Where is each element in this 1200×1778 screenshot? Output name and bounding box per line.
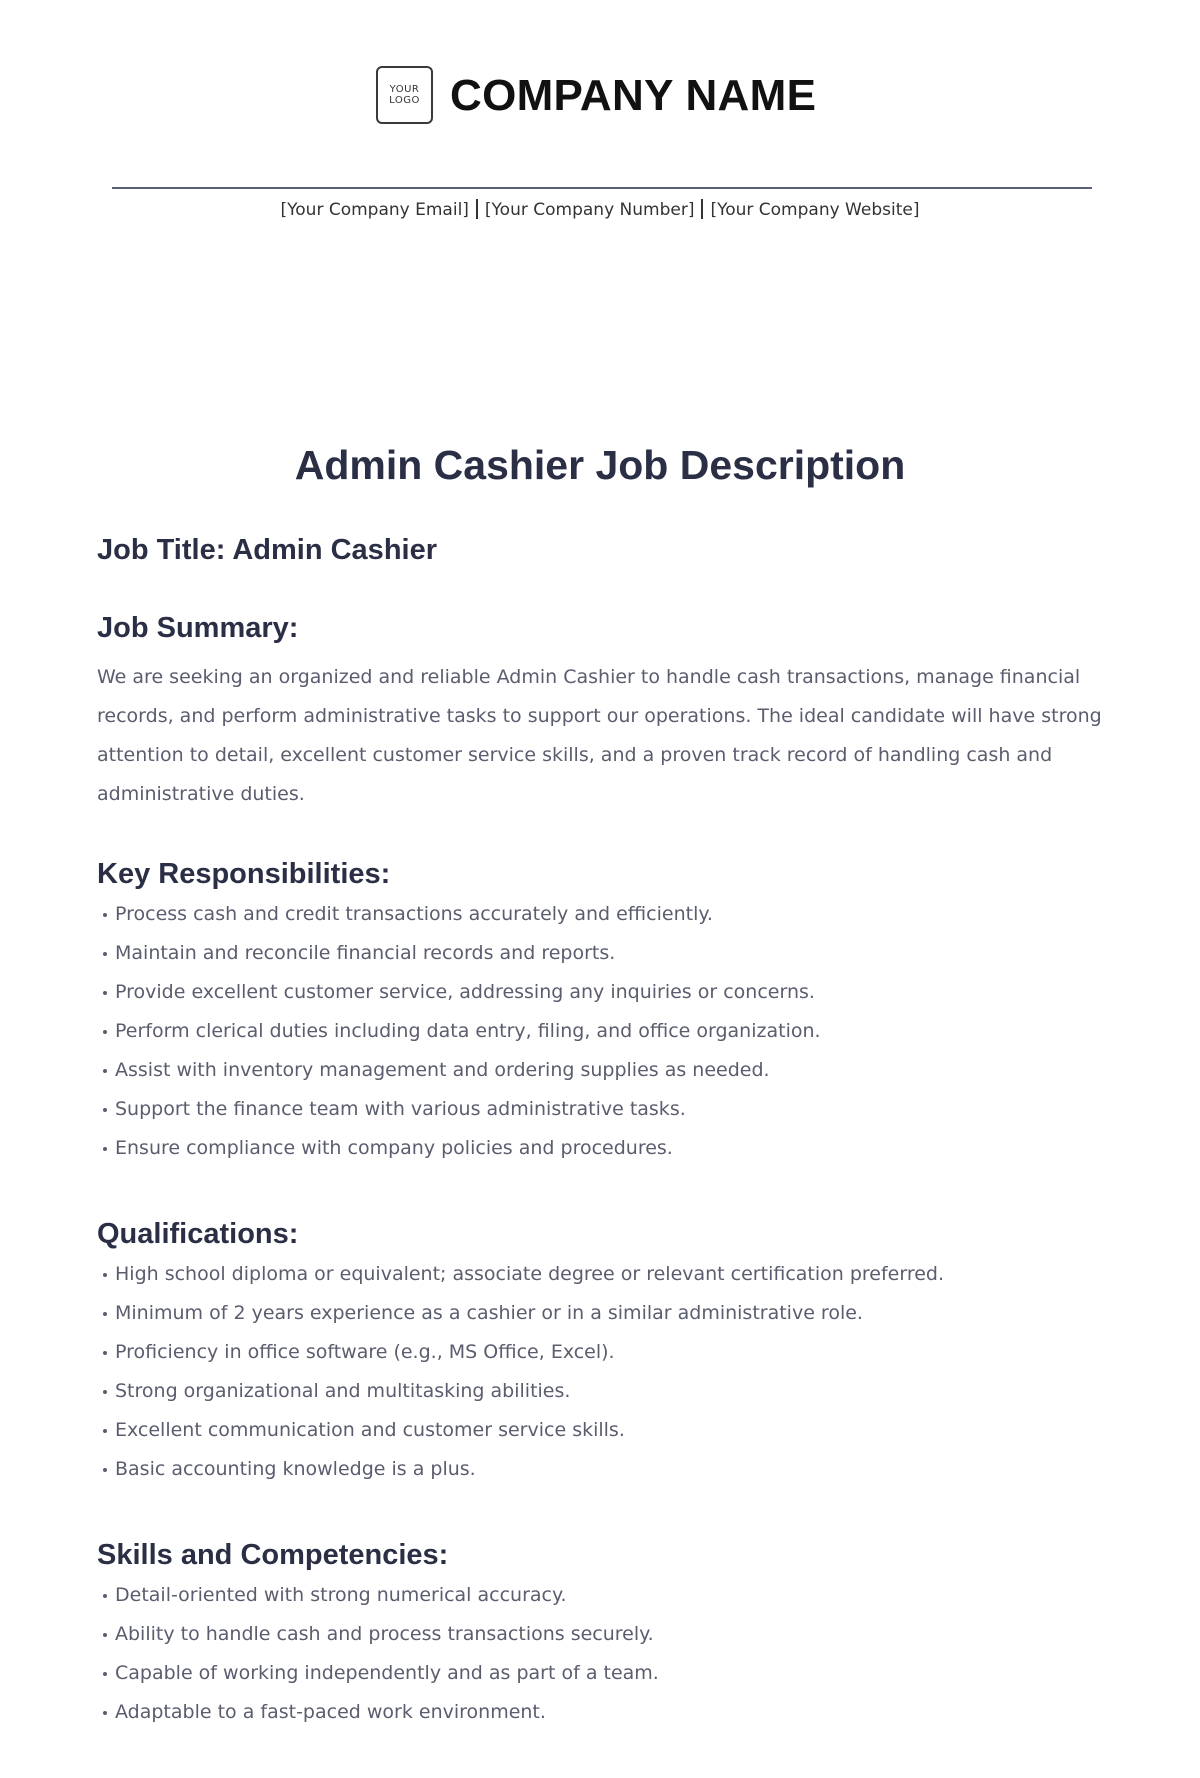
list-item: Excellent communication and customer service skills. [97,1411,1107,1450]
document-title: Admin Cashier Job Description [294,442,906,488]
list-item: Ensure compliance with company policies and procedures. [97,1129,1107,1168]
document-body [97,530,1107,1778]
summary-text: We are seeking an organized and reliable Admin Cashier to handle cash transactions, manage financial records, and perform administrative tasks to support our operations. The ideal candidate will have strong attention to detail, excellent customer service skills, and a proven track record of handling cash and administrative duties. [97,666,1102,805]
contact-line [0,199,1200,221]
skills-heading: Skills and Competencies: [97,1539,449,1571]
summary-heading: Job Summary: [97,612,299,644]
list-item: Strong organizational and multitasking abilities. [97,1372,1107,1411]
list-item: Detail-oriented with strong numerical accuracy. [97,1576,1107,1615]
list-item: Maintain and reconcile financial records and reports. [97,934,1107,973]
company-number: [Your Company Number] [484,200,695,220]
contact-separator [701,199,703,219]
list-item: Proficiency in office software (e.g., MS Office, Excel). [97,1333,1107,1372]
list-item: Adaptable to a fast-paced work environment. [97,1693,1107,1732]
responsibilities-heading: Key Responsibilities: [97,858,391,890]
header-divider [112,187,1092,189]
job-title: Job Title: Admin Cashier [97,534,437,566]
list-item: Provide excellent customer service, addressing any inquiries or concerns. [97,973,1107,1012]
list-item: Capable of working independently and as part of a team. [97,1654,1107,1693]
qualifications-heading: Qualifications: [97,1218,299,1250]
header [0,66,1200,128]
list-item: Basic accounting knowledge is a plus. [97,1450,1107,1489]
responsibilities-list [97,895,1107,1168]
list-item: Support the finance team with various administrative tasks. [97,1090,1107,1129]
company-email: [Your Company Email] [280,200,469,220]
company-name: COMPANY NAME [450,71,817,120]
list-item: High school diploma or equivalent; associate degree or relevant certification preferred. [97,1255,1107,1294]
list-item: Ability to handle cash and process transactions securely. [97,1615,1107,1654]
logo-text-line2: LOGO [389,95,420,106]
list-item: Assist with inventory management and ordering supplies as needed. [97,1051,1107,1090]
logo-text-line1: YOUR [389,84,420,95]
list-item: Minimum of 2 years experience as a cashier or in a similar administrative role. [97,1294,1107,1333]
company-logo [376,66,433,124]
list-item: Process cash and credit transactions accurately and efficiently. [97,895,1107,934]
company-website: [Your Company Website] [710,200,920,220]
skills-list [97,1576,1107,1732]
contact-separator [476,199,478,219]
qualifications-list [97,1255,1107,1489]
list-item: Perform clerical duties including data entry, filing, and office organization. [97,1012,1107,1051]
